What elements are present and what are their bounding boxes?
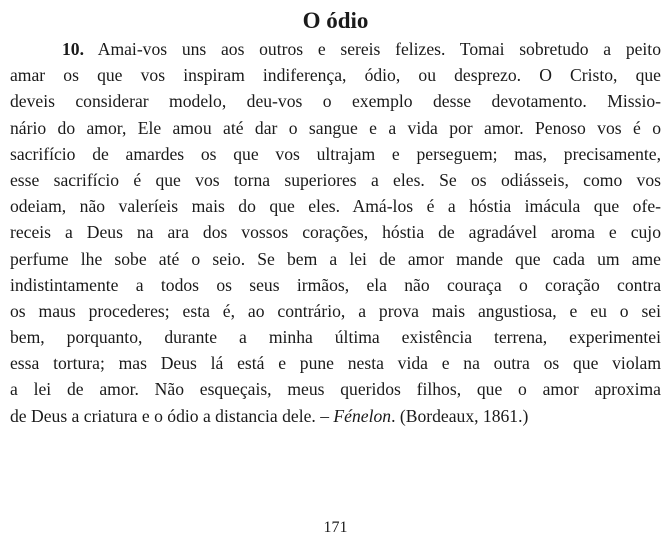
chapter-title: O ódio (302, 8, 369, 33)
text-line-content: Amai-vos uns aos outros e sereis felizes. Tomai sobretudo a peito (84, 39, 661, 59)
text-line: deveis considerar modelo, deu-vos o exemplo desse devotamento. Missio- (10, 91, 661, 112)
text-line: amar os que vos inspiram indiferença, ódio, ou desprezo. O Cristo, que (10, 65, 661, 86)
page-number: 171 (323, 519, 348, 536)
author-name: Fénelon (333, 405, 392, 426)
text-line: odeiam, não valeríeis mais do que eles. Amá-los é a hóstia imácula que ofe- (10, 196, 661, 217)
text-line: indistintamente a todos os seus irmãos, ela não couraça o coração contra (10, 274, 661, 295)
text-line: essa tortura; mas Deus lá está e pune nesta vida e na outra os que violam (10, 353, 661, 374)
text-line (10, 36, 661, 62)
text-line: sacrifício de amardes os que vos ultrajam e perseguem; mas, precisamente, (10, 143, 661, 164)
text-line: bem, porquanto, durante a minha última existência terrena, experimentei (10, 327, 661, 348)
paragraph (10, 36, 661, 429)
text-line: os maus procederes; esta é, ao contrário, a prova mais angustiosa, e eu o sei (10, 300, 661, 321)
signature-location: . (Bordeaux, 1861.) (391, 405, 529, 426)
paragraph-number: 10. (62, 39, 84, 59)
text-line: a lei de amor. Não esqueçais, meus queridos filhos, que o amor aproxima (10, 379, 661, 400)
page (10, 0, 661, 429)
text-line-last (10, 403, 661, 429)
text-line: receis a Deus na ara dos vossos corações, hóstia de agradável aroma e cujo (10, 222, 661, 243)
text-line: nário do amor, Ele amou até dar o sangue e a vida por amor. Penoso vos é o (10, 117, 661, 138)
text-line-content: de Deus a criatura e o ódio a distancia dele. – (10, 405, 334, 426)
text-line: esse sacrifício é que vos torna superiores a eles. Se os odiásseis, como vos (10, 169, 661, 190)
text-line: perfume lhe sobe até o seio. Se bem a lei de amor mande que cada um ame (10, 248, 661, 269)
